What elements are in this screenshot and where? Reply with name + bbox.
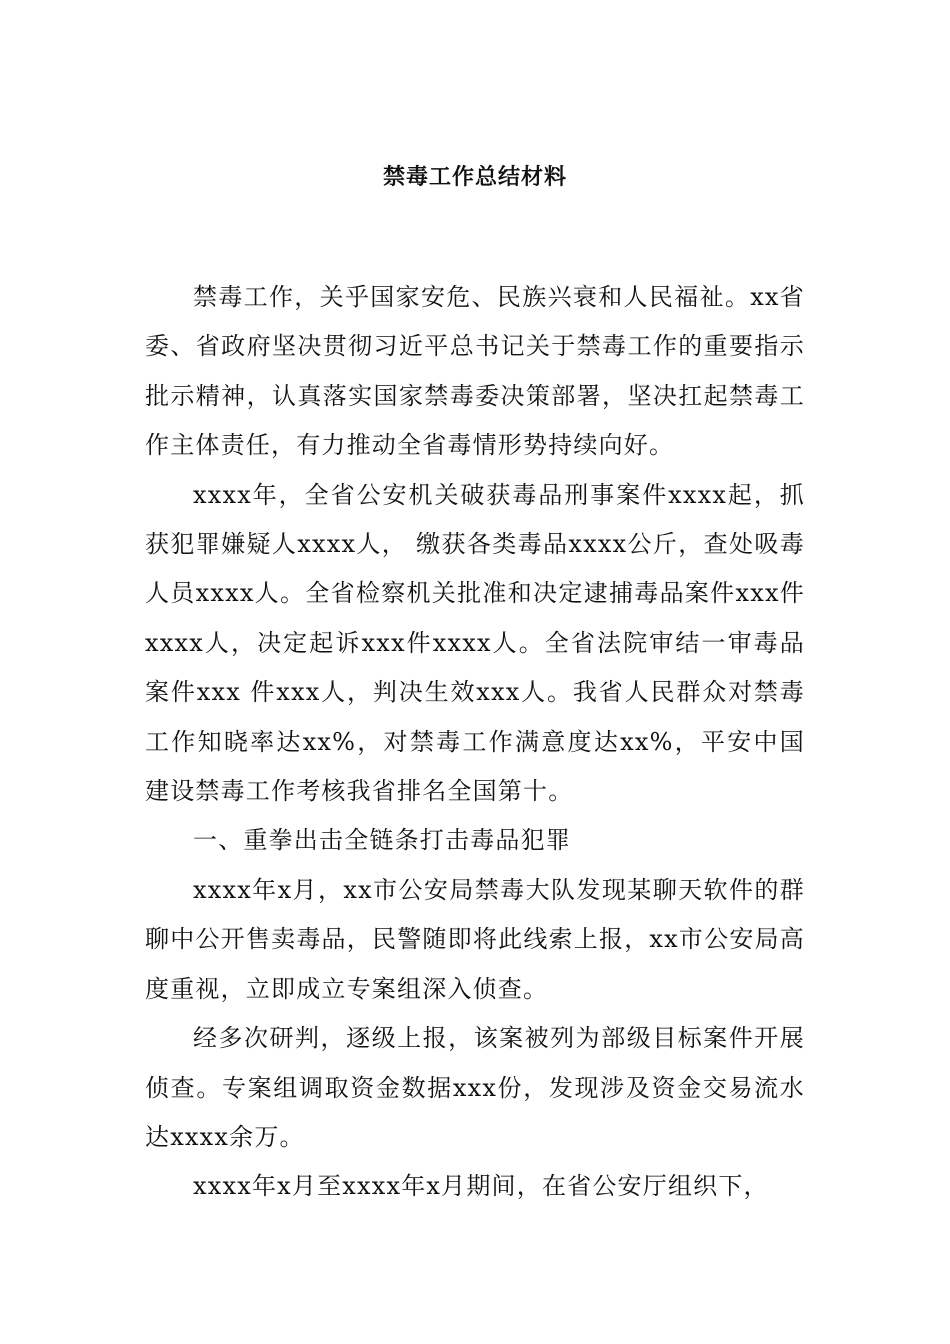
paragraph-intro: 禁毒工作，关乎国家安危、民族兴衰和人民福祉。xx省委、省政府坚决贯彻习近平总书记关于禁毒工作的重要指示批示精神，认真落实国家禁毒委决策部署，坚决扛起禁毒工作主体责任，有力推动全省毒情形势持续向好。 xyxy=(145,283,805,460)
paragraph-case-discovery: xxxx年x月，xx市公安局禁毒大队发现某聊天软件的群聊中公开售卖毒品，民警随即将此线索上报，xx市公安局高度重视，立即成立专案组深入侦查。 xyxy=(145,875,805,1003)
paragraph-statistics: xxxx年，全省公安机关破获毒品刑事案件xxxx起，抓获犯罪嫌疑人xxxx人， 缴获各类毒品xxxx公斤，查处吸毒人员xxxx人。全省检察机关批准和决定逮捕毒品案件xxx件xxxx人，决定起诉xxx件xxxx人。全省法院审结一审毒品案件xxx 件xxx人，判决生效xxx人。我省人民群众对禁毒工作知晓率达xx%，对禁毒工作满意度达xx%，平安中国建设禁毒工作考核我省排名全国第十。 xyxy=(145,480,805,806)
paragraph-case-operation: xxxx年x月至xxxx年x月期间，在省公安厅组织下， xyxy=(193,1172,769,1201)
document-title: 禁毒工作总结材料 xyxy=(382,165,567,190)
paragraph-case-investigation: 经多次研判，逐级上报，该案被列为部级目标案件开展侦查。专案组调取资金数据xxx份，发现涉及资金交易流水达xxxx余万。 xyxy=(145,1024,805,1151)
document-body xyxy=(145,273,805,1212)
section-heading-1: 一、重拳出击全链条打击毒品犯罪 xyxy=(193,826,571,855)
